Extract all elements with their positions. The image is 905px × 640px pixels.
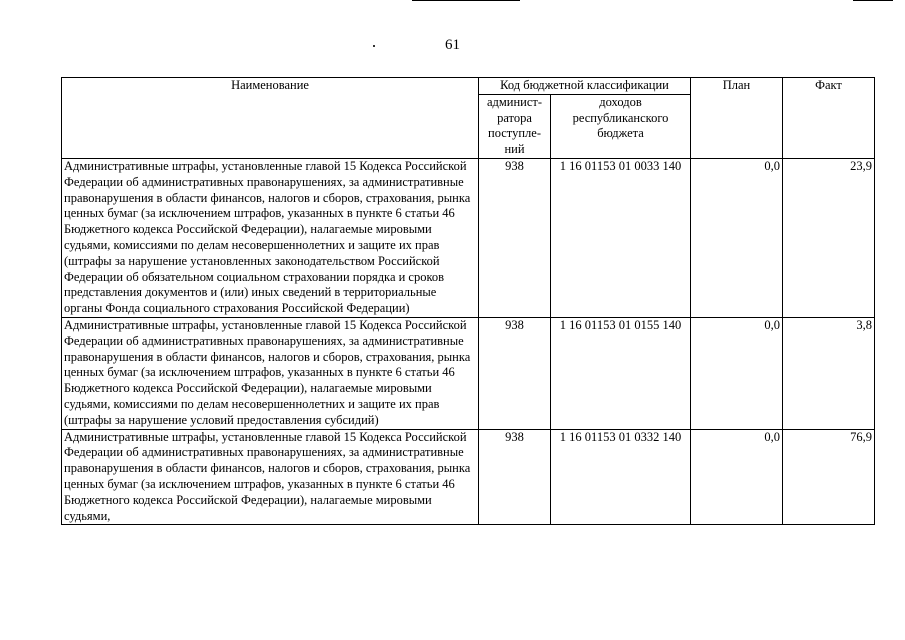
table-row	[62, 317, 875, 429]
row-revenue-code: 1 16 01153 01 0332 140	[551, 429, 691, 525]
row-plan: 0,0	[691, 158, 783, 317]
row-revenue-code: 1 16 01153 01 0155 140	[551, 317, 691, 429]
header-code-group: Код бюджетной классификации	[479, 78, 691, 95]
budget-table	[61, 77, 875, 525]
top-rule-left	[412, 0, 520, 1]
row-plan: 0,0	[691, 317, 783, 429]
header-plan: План	[691, 78, 783, 159]
row-name: Административные штрафы, установленные главой 15 Кодекса Российской Федерации об административных правонарушениях, за административные правонарушения в области финансов, налогов и сборов, страхования, рынка ценных бумаг (за исключением штрафов, указанных в пункте 6 статьи 46 Бюджетного кодекса Российской Федерации), налагаемые мировыми судьями, комиссиями по делам несовершеннолетних и защите их прав (штрафы за нарушение установленных законодательством Российской Федерации об обязательном социальном страховании порядка и сроков представления документов и (или) иных сведений в территориальные органы Фонда социального страхования Российской Федерации)	[62, 158, 479, 317]
row-admin-code: 938	[479, 429, 551, 525]
header-revenue: доходов республиканского бюджета	[551, 94, 691, 158]
header-admin: админист- ратора поступле- ний	[479, 94, 551, 158]
top-rule-right	[853, 0, 893, 1]
row-plan: 0,0	[691, 429, 783, 525]
header-fact: Факт	[783, 78, 875, 159]
row-name: Административные штрафы, установленные главой 15 Кодекса Российской Федерации об административных правонарушениях, за административные правонарушения в области финансов, налогов и сборов, страхования, рынка ценных бумаг (за исключением штрафов, указанных в пункте 6 статьи 46 Бюджетного кодекса Российской Федерации), налагаемые мировыми судьями, комиссиями по делам несовершеннолетних и защите их прав (штрафы за нарушение условий предоставления субсидий)	[62, 317, 479, 429]
row-fact: 23,9	[783, 158, 875, 317]
row-admin-code: 938	[479, 317, 551, 429]
row-name: Административные штрафы, установленные главой 15 Кодекса Российской Федерации об административных правонарушениях, за административные правонарушения в области финансов, налогов и сборов, страхования, рынка ценных бумаг (за исключением штрафов, указанных в пункте 6 статьи 46 Бюджетного кодекса Российской Федерации), налагаемые мировыми судьями,	[62, 429, 479, 525]
table-row	[62, 429, 875, 525]
table-row	[62, 158, 875, 317]
row-admin-code: 938	[479, 158, 551, 317]
page-number: 61	[445, 37, 460, 53]
row-fact: 76,9	[783, 429, 875, 525]
row-revenue-code: 1 16 01153 01 0033 140	[551, 158, 691, 317]
header-name: Наименование	[62, 78, 479, 159]
row-fact: 3,8	[783, 317, 875, 429]
